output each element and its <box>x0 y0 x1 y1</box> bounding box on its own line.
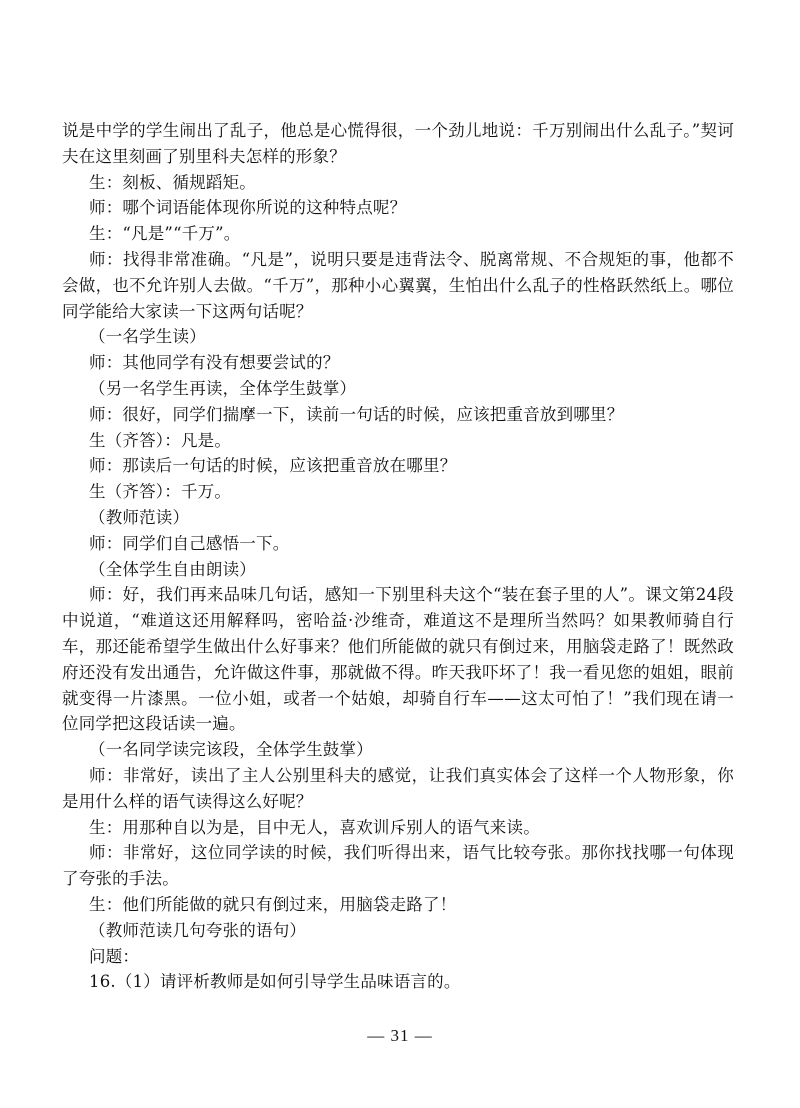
paragraph-teacher-comment: 师：找得非常准确。“凡是”，说明只要是违背法令、脱离常规、不合规矩的事，他都不会做，也不允许别人去做。“千万”，那种小心翼翼，生怕出什么乱子的性格跃然纸上。哪位同学能给大家读一下这两句话呢？ <box>62 249 734 321</box>
paragraph-stage-direction: （全体学生自由朗读） <box>89 559 256 579</box>
paragraph-student-answer: 生（齐答）：千万。 <box>89 482 232 502</box>
paragraph-teacher-question: 师：其他同学有没有想要尝试的？ <box>89 353 340 373</box>
paragraph-teacher-quote: 师：好，我们再来品味几句话，感知一下别里科夫这个“装在套子里的人”。课文第24段中说道，“难道这还用解释吗，密哈益·沙维奇，难道这不是理所当然吗？如果教师骑自行车，那还能希望学生做出什么好事来？他们所能做的就只有倒过来，用脑袋走路了！既然政府还没有发出通告，允许做这件事，那就做不得。昨天我吓坏了！我一看见您的姐姐，眼前就变得一片漆黑。一位小姐，或者一个姑娘，却骑自行车——这太可怕了！”我们现在请一位同学把这段话读一遍。 <box>62 585 734 734</box>
paragraph-student-answer: 生：用那种自以为是，目中无人，喜欢训斥别人的语气来读。 <box>89 817 540 837</box>
paragraph-teacher-question: 师：非常好，读出了主人公别里科夫的感觉，让我们真实体会了这样一个人物形象，你是用什么样的语气读得这么好呢？ <box>62 765 734 811</box>
paragraph-stage-direction: （一名同学读完该段，全体学生鼓掌） <box>89 740 373 760</box>
question-item: 16.（1）请评析教师是如何引导学生品味语言的。 <box>89 972 461 992</box>
paragraph-teacher-question: 师：哪个词语能体现你所说的这种特点呢？ <box>89 198 407 218</box>
document-body <box>62 118 734 995</box>
page-number: — 31 — <box>367 1026 433 1045</box>
paragraph-stage-direction: （教师范读） <box>89 507 190 527</box>
paragraph-teacher-question: 师：很好，同学们揣摩一下，读前一句话的时候，应该把重音放到哪里？ <box>89 404 624 424</box>
paragraph-teacher-comment: 师：非常好，这位同学读的时候，我们听得出来，语气比较夸张。那你找找哪一句体现了夸张的手法。 <box>62 843 734 889</box>
question-heading: 问题： <box>89 946 140 966</box>
paragraph-teacher-instruction: 师：同学们自己感悟一下。 <box>89 533 290 553</box>
paragraph-stage-direction: （教师范读几句夸张的语句） <box>89 920 307 940</box>
paragraph-stage-direction: （另一名学生再读，全体学生鼓掌） <box>89 378 357 398</box>
paragraph-context-continuation: 说是中学的学生闹出了乱子，他总是心慌得很，一个劲儿地说：千万别闹出什么乱子。”契诃夫在这里刻画了别里科夫怎样的形象？ <box>62 121 734 166</box>
paragraph-stage-direction: （一名学生读） <box>89 327 206 347</box>
paragraph-student-answer: 生：刻板、循规蹈矩。 <box>89 172 256 192</box>
paragraph-teacher-question: 师：那读后一句话的时候，应该把重音放在哪里？ <box>89 456 457 476</box>
paragraph-student-answer: 生：“凡是”“千万”。 <box>89 224 241 244</box>
paragraph-student-answer: 生（齐答）：凡是。 <box>89 430 232 450</box>
paragraph-student-answer: 生：他们所能做的就只有倒过来，用脑袋走路了！ <box>89 894 457 914</box>
